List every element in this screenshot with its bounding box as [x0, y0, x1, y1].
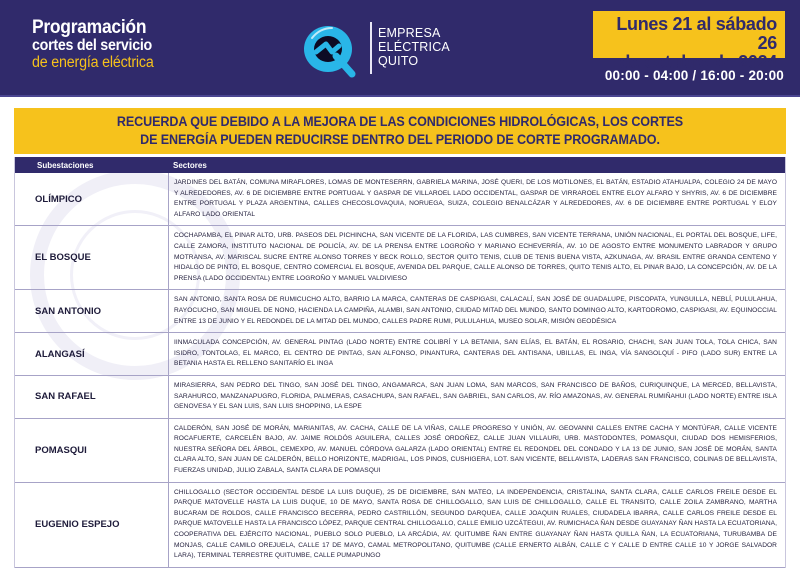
substation-name: EL BOSQUE: [15, 226, 169, 289]
company-name: [378, 26, 450, 68]
table-header: [15, 157, 785, 173]
substation-name: SAN RAFAEL: [15, 376, 169, 418]
substation-name: POMASQUI: [15, 419, 169, 482]
column-header-sectors: Sectores: [173, 160, 207, 170]
sectors-list: MIRASIERRA, SAN PEDRO DEL TINGO, SAN JOSÉ DEL TINGO, ANGAMARCA, SAN JUAN LOMA, SAN MARCOS, SAN FRANCISCO DE BAÑOS, CURIQUINQUE, LA MERCED, BELLAVISTA, SARAHURCO, MANZANAPUGRO, FLORIDA, PALMERAS, CASACHUPA, SAN RAFAEL, SAN GABRIEL, SAN CARLOS, AV. RÍO AMAZONAS, AV. GENERAL RUMIÑAHUI (LADO NORTE) ENTRE ISLA GENOVESA Y EL SAN LUIS, SAN LUIS SHOPPING, LA ESPE: [174, 381, 777, 411]
substation-name: OLÍMPICO: [15, 173, 169, 225]
date-line-2: de octubre de 2024: [619, 52, 777, 72]
sectors-list: CHILLOGALLO (SECTOR OCCIDENTAL DESDE LA LUIS DUQUE), 25 DE DICIEMBRE, SAN MATEO, LA INDEPENDENCIA, CRISTALINA, SANTA CLARA, CALLE CARLOS FREILE DESDE EL PARQUE MATOVELLE HASTA LA LUIS DUQUE, 10 DE MAYO, SANTA ROSA DE CHILLOGALLO, SAN LUIS DE CHILLOGALLO, CALLE EL TRANSITO, CALLE ZOILA ZAMBRANO, MARTHA BUCARAM DE ROLDOS, CALLE FRANCISCO BECERRA, PEDRO CASTRILLÓN, SEGUNDO DARQUEA, CALLE JOAQUIN RUALES, CIUDADELA IBARRA, CALLE CARLOS FREILE DESDE EL PARQUE MATOVELLE HASTA LA FRANCISCO LÓPEZ, PARQUE CENTRAL CHILLOGALLO, CALLE EMILIO UZCÁTEGUI, AV. RUMICHACA ÑAN DESDE GUAYANAY ÑAN HASTA LA ECUATORIANA, COOPERATIVA DEL EJÉRCITO NACIONAL, PUEBLO SOLO PUEBLO, LA ARCÁDIA, AV. QUITUMBE ÑAN ENTRE GUAYANAY ÑAN HASTA QUILLA ÑAN, LA ECUATORIANA, TURUBAMBA DE MONJAS, CALLE CAMILO OREJUELA, CALLE 17 DE MAYO, CAMAL METROPOLITANO, QUITUMBE (CALLE ERNERTO ALBÁN, CALLE C Y CALLE D ENTRE CALLE 10 Y JORGE SALVADOR LARA), TERMINAL TERRESTRE QUITUMBE, CALLE PUMAPUNGO: [174, 488, 777, 560]
notice-line-2: DE ENERGÍA PUEDEN REDUCIRSE DENTRO DEL PERIODO DE CORTE PROGRAMADO.: [140, 132, 660, 147]
logo-divider: [370, 22, 372, 74]
date-range-badge: [593, 11, 785, 72]
table-row: [15, 173, 785, 226]
sectors-list: IINMACULADA CONCEPCIÓN, AV. GENERAL PINTAG (LADO NORTE) ENTRE COLIBRÍ Y LA BETANIA, SAN ELÍAS, EL BATÁN, EL ROSARIO, CHACHI, SAN JUAN TOLA, TOLA CHICA, SAN ISIDRO, TONTOLAG, EL MARCO, EL CENTRO DE PINTAG, SAN ALFONSO, PINANTURA, CANTERAS DEL ANTISANA, UBILLAS, EL INGA, VÍA SANGOLQUÍ - PIFO (LADO SUR) ENTRE LA BETANIA HASTA EL RELLENO SANITARÍO EL INGA: [174, 339, 777, 368]
empresa-electrica-quito-logo-icon: [302, 22, 358, 78]
table-row: [15, 290, 785, 333]
substation-name: SAN ANTONIO: [15, 290, 169, 332]
time-range: 00:00 - 04:00 / 16:00 - 20:00: [604, 68, 784, 83]
title-line-3: de energía eléctrica: [32, 53, 154, 71]
title-line-2: cortes del servicio: [32, 37, 153, 54]
table-row: [15, 333, 785, 376]
notice-banner: [14, 108, 786, 154]
table-row: [15, 419, 785, 483]
company-name-line-1: EMPRESA: [378, 26, 441, 40]
page-title: [32, 18, 164, 70]
table-row: [15, 226, 785, 290]
sectors-list: COCHAPAMBA, EL PINAR ALTO, URB. PASEOS DEL PICHINCHA, SAN VICENTE DE LA FLORIDA, LAS CUMBRES, SAN VICENTE TERRANA, UNIÓN NACIONAL, EL PORTAL DEL BOSQUE, LIFE, CALLE ZAMORA, INSTITUTO NACIONAL DE POLICÍA, AV. DE LA PRENSA ENTRE LOGROÑO Y MARIANO ECHEVERRÍA, AV. 10 DE AGOSTO ENTRE MONUMENTO LABRADOR Y GRUPO MOTRANSA, AV. MARISCAL SUCRE ENTRE ALONSO TORRES Y BECK ROLLO, SECTOR QUITO TENIS, CLUB DE TENIS BUENA VISTA, AZKUNAGA, AV. BRASIL ENTRE GRANDA CENTENO Y HIDALGO DE PINTO, EL BOSQUE, CENTRO COMERCIAL EL BOSQUE, AVENIDA DEL PARQUE, CALLE ALONSO DE TORRES, QUITO TENIS ALTO, EL PINAR BAJO, LA CONCEPCIÓN, AV. DE LA PRENSA (LADO OCCIDENTAL) ENTRE LOGROÑO Y MANUEL VALDIVIESO: [174, 232, 777, 282]
column-header-substations: Subestaciones: [37, 160, 94, 170]
outage-schedule-table: [14, 157, 786, 568]
notice-line-1: RECUERDA QUE DEBIDO A LA MEJORA DE LAS CONDICIONES HIDROLÓGICAS, LOS CORTES: [116, 114, 684, 129]
company-name-line-2: ELÉCTRICA: [378, 40, 450, 54]
company-name-line-3: QUITO: [378, 54, 419, 68]
table-row: [15, 483, 785, 568]
sectors-list: SAN ANTONIO, SANTA ROSA DE RUMICUCHO ALTO, BARRIO LA MARCA, CANTERAS DE CASPIGASI, CALACALÍ, SAN JOSÉ DE GUADALUPE, PISCOPATA, YUNGUILLA, NEBLÍ, PULULAHUA, RAYOCUCHO, SAN MIGUEL DE NONO, HACIENDA LA CAMPIÑA, ALAMBI, SAN ANTONIO, CIUDAD MITAD DEL MUNDO, SANTO DOMINGO ALTO, KARTODROMO, CASPIGASI, AV. EQUINOCCIAL ENTRE 13 DE JUNIO Y EL REDONDEL DE LA MITAD DEL MUNDO, CALLES PADRE RUMI, PULULAHUA, MUSEO SOLAR, MISIÓN GEODÉSICA: [174, 296, 777, 325]
substation-name: EUGENIO ESPEJO: [15, 483, 169, 567]
date-line-1: Lunes 21 al sábado 26: [616, 14, 777, 53]
table-row: [15, 376, 785, 419]
title-line-1: Programación: [32, 17, 147, 38]
sectors-list: CALDERÓN, SAN JOSÉ DE MORÁN, MARIANITAS, AV. CACHA, CALLE DE LA VIÑAS, CALLE PROGRESO Y UNIÓN, AV. GEOVANNI CALLES ENTRE CACHA Y MONTÚFAR, CALLE VICENTE ROCAFUERTE, CARCELÉN BAJO, AV. JAIME ROLDÓS AGUILERA, CALLES JOSÉ ORDOÑEZ, CALLE JUAN VILLAURI, URB. MASTODONTES, POMASQUI, CIUDAD DOS HEMISFERIOS, NUESTRA SEÑORA DEL ÁRBOL, CEMEXPO, AV. MANUEL CÓRDOVA GALARZA (LADO ORIENTAL) ENTRE EL REDONDEL DEL CONDADO Y LA 13 DE JUNIO, SAN JOSÉ DE MORÁN, SANTA CLARA ALTO, SAN JUAN DE CALDERÓN, BELLO HORIZONTE, MADRIGAL, LOS PINOS, CUSHIGERA, LOT. SAN VICENTE, BELLAVISTA, LADERAS SAN FRANCISCO, COLINAS DE BELLAVISTA, FUERZAS UNIDAD, JULIO ZABALA, SANTA CLARA DE POMASQUI: [174, 424, 777, 475]
header-banner: [0, 0, 800, 97]
sectors-list: JARDINES DEL BATÁN, COMUNA MIRAFLORES, LOMAS DE MONTESERRN, GABRIELA MARINA, JOSÉ QUERI, DE LOS MOTILONES, EL BATÁN, ESTADIO ATAHUALPA, COLEGIO 24 DE MAYO Y ALREDEDORES, AV. 6 DE DICIEMBRE ENTRE PORTUGAL Y GASPAR DE VILLAROEL LADO OCCIDENTAL, GASPAR DE VIRRAROEL ENTRE ELOY ALFARO Y SHYRIS, AV. 6 DE DICIEMBRE ENTRE PORTUGAL Y PLAZA ARGENTINA, CALLES CHECOSLOVAQUIA, NORUEGA, SUIZA, COLEGIO BENALCÁZAR Y ALREDEDORES, AV. 6 DE DICIEMBRE ENTRE PORTUGAL Y ELOY ALFARO LADO ORIENTAL: [174, 179, 777, 218]
substation-name: ALANGASÍ: [15, 333, 169, 375]
